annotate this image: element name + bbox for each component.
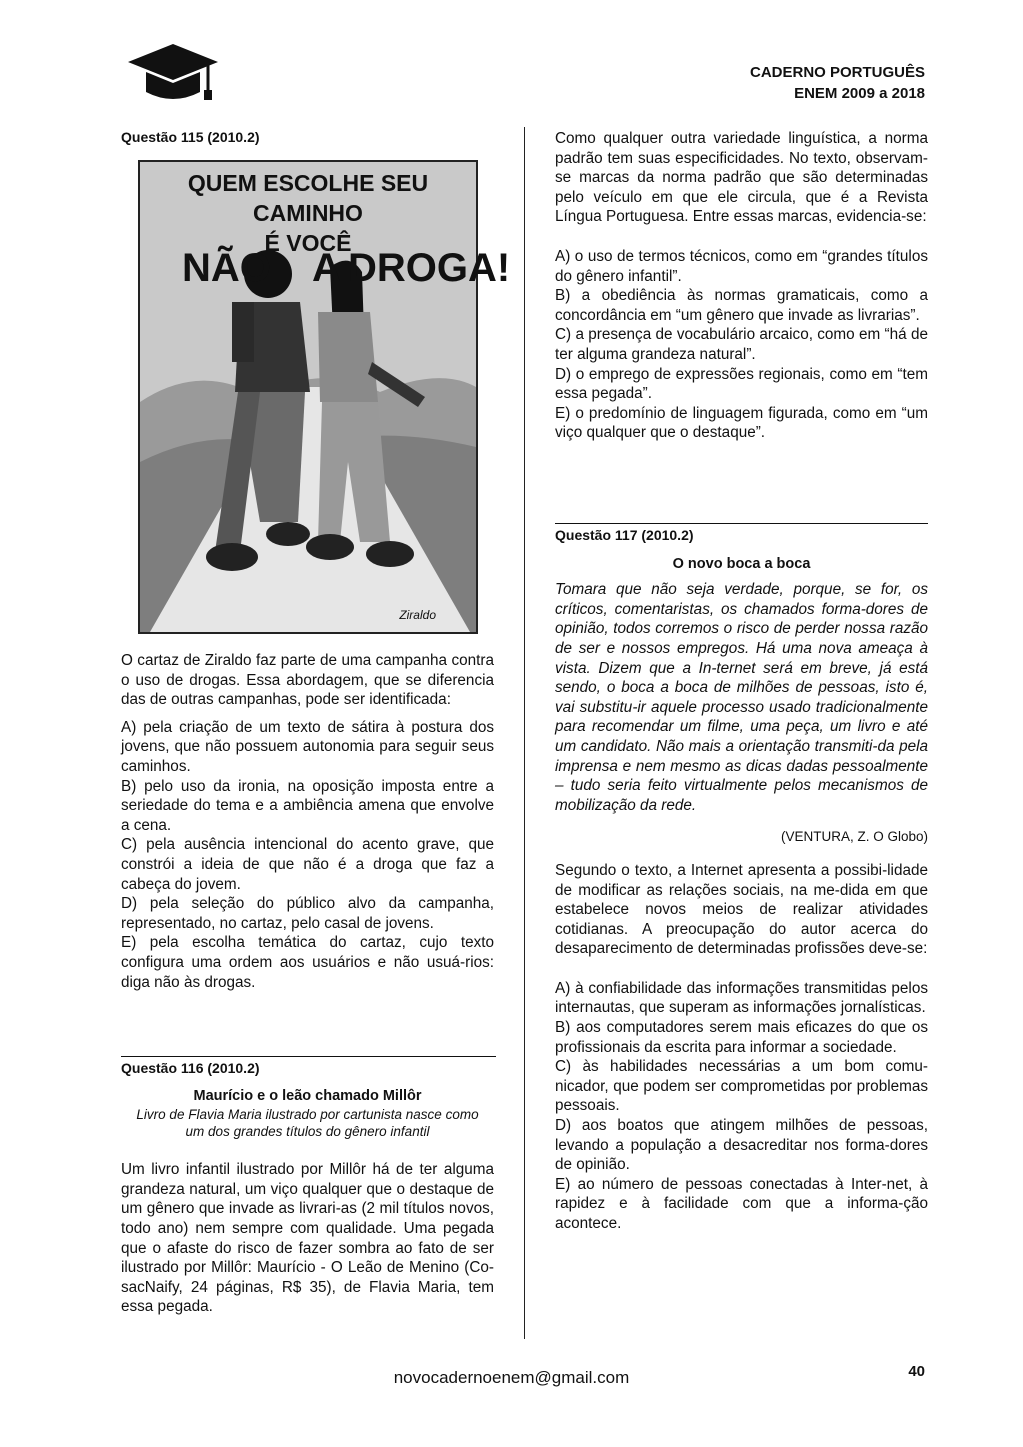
poster-word-nao: NÃO bbox=[182, 246, 271, 290]
section-rule bbox=[121, 1056, 496, 1057]
question-115 bbox=[121, 128, 494, 148]
article-headline: Maurício e o leão chamado Millôr bbox=[193, 1087, 422, 1104]
question-stem: Como qualquer outra variedade linguística, a norma padrão tem suas especificidades. No texto, observam- se marcas da norma padrão que são determinadas pelo veículo em que ele circula, que é a Revista Língua Portuguesa. Entre essas marcas, evidencia-se: bbox=[555, 130, 928, 226]
option-e: E) pela escolha temática do cartaz, cujo texto configura uma ordem aos usuários e não usuá-rios: diga não às drogas. bbox=[121, 934, 494, 991]
question-116 bbox=[121, 1059, 494, 1317]
poster-signature: Ziraldo bbox=[399, 608, 436, 622]
footer-email: novocadernoenem@gmail.com bbox=[393, 1368, 630, 1387]
section-rule bbox=[555, 523, 928, 524]
option-d: D) pela seleção do público alvo da campanha, representado, no cartaz, pelo casal de jovens. bbox=[121, 895, 494, 932]
question-117 bbox=[555, 526, 928, 1234]
option-e: E) ao número de pessoas conectadas à Inter-net, à rapidez e à facilidade com que a informa-ção acontece. bbox=[555, 1175, 928, 1232]
question-title: Questão 115 (2010.2) bbox=[121, 129, 260, 145]
column-divider bbox=[524, 127, 525, 1339]
article-text: Tomara que não seja verdade, porque, se for, os críticos, comentaristas, os chamados forma-dores de opinião, todos corremos o risco de perder nossa razão de ser e nossos empregos. Há uma nova ameaça à vista. Dizem que a In-ternet será em breve, já está sendo, o boca a boca de milhões de pessoas, isto é, vai substitu-ir aquele processo usado tradicionalmente para recomendar um filme, uma peça, um livro e até um candidato. Não mais a orientação transmiti-da pela imprensa e nem mesmo as dicas dadas pessoalmente – tudo seria feito virtualmente pelos mecanismos de mobilização da rede. bbox=[555, 581, 928, 814]
document-header bbox=[750, 62, 925, 104]
question-stem: Segundo o texto, a Internet apresenta a possibi-lidade de modificar as relações sociais, na me-dida em que estabelece novos meios de realizar atividades cotidianas. A preocupação do autor acerca do desaparecimento de determinadas profissões deve-se: bbox=[555, 861, 928, 958]
question-116-continuation bbox=[555, 129, 928, 443]
header-subtitle: ENEM 2009 a 2018 bbox=[794, 85, 925, 102]
article-headline: O novo boca a boca bbox=[672, 555, 811, 572]
poster-headline bbox=[140, 168, 476, 258]
question-stem: O cartaz de Ziraldo faz parte de uma campanha contra o uso de drogas. Essa abordagem, que se diferencia das de outras campanhas, pode ser identificada: bbox=[121, 652, 494, 709]
option-b: B) pelo uso da ironia, na oposição imposta entre a seriedade do tema e a ambiência amena que envolve a cena. bbox=[121, 777, 494, 834]
poster-word-droga: DROGA! bbox=[348, 246, 511, 290]
article-text: Um livro infantil ilustrado por Millôr há de ter alguma grandeza natural, um viço qualquer que o destaque de um gênero que invade as livrari-as (2 mil títulos novos, todo ano) nem sempre com qualidade. Uma pegada que o afaste do risco de fazer sombra ao fato de ser ilustrado por Millôr: Maurício - O Leão de Menino (Co-sacNaify, 24 páginas, R$ 35), de Flavia Maria, tem essa pegada. bbox=[121, 1161, 494, 1316]
poster-slogan bbox=[140, 246, 511, 292]
option-a: A) pela criação de um texto de sátira à postura dos jovens, que não possuem autonomia para seguir seus caminhos. bbox=[121, 718, 494, 775]
option-e: E) o predomínio de linguagem figurada, como em “um viço qualquer que o destaque”. bbox=[555, 404, 928, 442]
option-d: D) o emprego de expressões regionais, como em “tem essa pegada”. bbox=[555, 365, 928, 403]
poster-line-2: É VOCÊ bbox=[264, 230, 352, 256]
option-a: A) à confiabilidade das informações transmitidas pelos internautas, que superam as informações jornalísticas. bbox=[555, 979, 928, 1017]
article-source: (VENTURA, Z. O Globo) bbox=[780, 829, 928, 845]
question-title: Questão 116 (2010.2) bbox=[121, 1060, 260, 1076]
graduation-cap-icon bbox=[126, 40, 221, 106]
article-subhead: Livro de Flavia Maria ilustrado por cartunista nasce como um dos grandes títulos do gênero infantil bbox=[136, 1107, 479, 1140]
option-a: A) o uso de termos técnicos, como em “grandes títulos do gênero infantil”. bbox=[555, 247, 928, 285]
question-115-body bbox=[121, 651, 494, 992]
option-c: C) pela ausência intencional do acento grave, que constrói a ideia de que não é a droga que faz a cabeça do jovem. bbox=[121, 836, 494, 893]
option-c: C) a presença de vocabulário arcaico, como em “há de ter alguma grandeza natural”. bbox=[555, 326, 928, 363]
option-c: C) às habilidades necessárias a um bom comu-nicador, que podem ser comprometidas por problemas pessoais. bbox=[555, 1058, 928, 1115]
poster-image bbox=[138, 160, 511, 634]
poster-line-1: QUEM ESCOLHE SEU CAMINHO bbox=[187, 170, 429, 226]
header-title: CADERNO PORTUGUÊS bbox=[749, 64, 925, 81]
question-title: Questão 117 (2010.2) bbox=[555, 527, 694, 543]
option-b: B) a obediência às normas gramaticais, como a concordância em “um gênero que invade as livrarias”. bbox=[555, 287, 928, 324]
option-d: D) aos boatos que atingem milhões de pessoas, levando a população a desacreditar nos forma-dores de opinião. bbox=[555, 1117, 928, 1174]
option-b: B) aos computadores serem mais eficazes do que os profissionais da escrita para informar a sociedade. bbox=[555, 1019, 928, 1056]
page-number: 40 bbox=[908, 1363, 925, 1380]
poster-word-a: A bbox=[312, 246, 341, 290]
